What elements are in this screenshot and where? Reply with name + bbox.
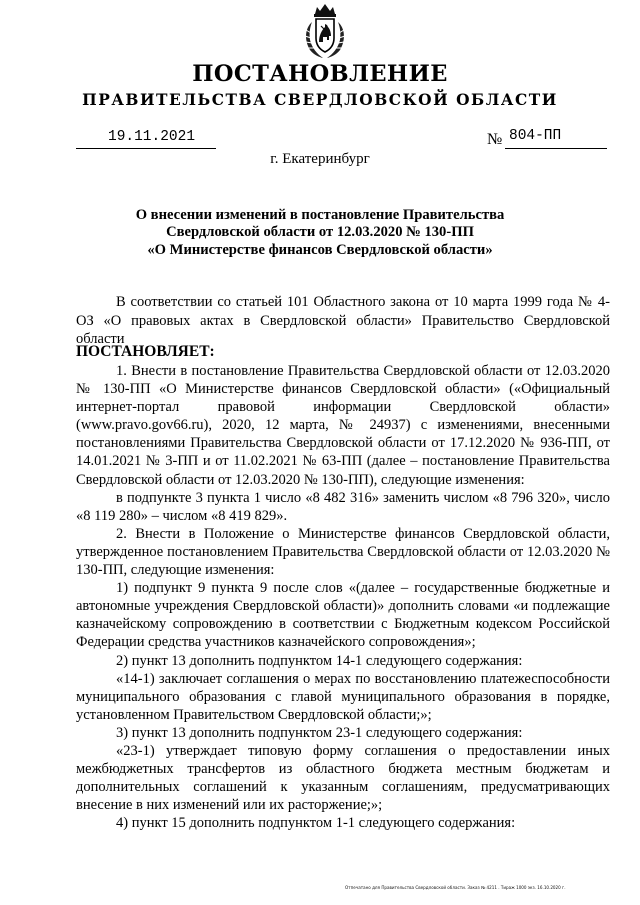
paragraph: 2) пункт 13 дополнить подпунктом 14-1 следующего содержания: xyxy=(116,652,523,669)
number-sign: № xyxy=(487,131,503,148)
resolution-body xyxy=(76,362,610,832)
paragraph: «14-1) заключает соглашения о мерах по восстановлению платежеспособности муниципального образования с главой муниципального образования в порядке, установленном Правительством Свердловской области;»; xyxy=(76,670,610,723)
paragraph: в подпункте 3 пункта 1 число «8 482 316» заменить числом «8 796 320», число «8 119 280» – числом «8 419 829». xyxy=(76,489,610,524)
number-underline xyxy=(505,148,607,149)
paragraph: 3) пункт 13 дополнить подпунктом 23-1 следующего содержания: xyxy=(116,724,523,741)
paragraph: «23-1) утверждает типовую форму соглашения о предоставлении иных межбюджетных трансфертов из областного бюджета местным бюджетам и дополнительных соглашений к указанным соглашениям, предусматривающих внесение в них изменений или их расторжение;»; xyxy=(76,742,610,814)
heading-line: Свердловской области от 12.03.2020 № 130-ПП xyxy=(166,224,474,241)
document-subtitle: ПРАВИТЕЛЬСТВА СВЕРДЛОВСКОЙ ОБЛАСТИ xyxy=(82,91,558,109)
date-underline xyxy=(76,148,216,149)
document-title: ПОСТАНОВЛЕНИЕ xyxy=(192,61,448,87)
document-date: 19.11.2021 xyxy=(108,129,196,145)
document-city: г. Екатеринбург xyxy=(270,151,370,167)
paragraph: 4) пункт 15 дополнить подпунктом 1-1 следующего содержания: xyxy=(116,815,516,832)
resolution-keyword: ПОСТАНОВЛЯЕТ: xyxy=(76,343,215,360)
document-heading xyxy=(0,207,640,259)
paragraph: 1. Внести в постановление Правительства Свердловской области от 12.03.2020 № 130-ПП «О Министерстве финансов Свердловской области» («Официальный интернет-портал правовой информации Свердловской области» (www.pravo.gov66.ru), 2020, 12 марта, № 24937) с изменениями, внесенными постановлениями Правительства Свердловской области от 17.12.2020 № 936-ПП, от 14.01.2021 № 3-ПП и от 11.02.2021 № 63-ПП (далее – постановление Правительства Свердловской области от 12.03.2020 № 130-ПП), следующие изменения: xyxy=(76,363,610,488)
coat-of-arms-icon xyxy=(302,2,348,60)
paragraph: 2. Внести в Положение о Министерстве финансов Свердловской области, утвержденное постановлением Правительства Свердловской области от 12.03.2020 № 130-ПП, следующие изменения: xyxy=(76,525,610,579)
paragraph: 1) подпункт 9 пункта 9 после слов «(далее – государственные бюджетные и автономные учреждения Свердловской области)» дополнить словами «и подлежащие казначейскому сопровождению в соответствии с Бюджетным кодексом Российской Федерации средства участников казначейского сопровождения»; xyxy=(76,580,610,651)
intro-block xyxy=(76,293,610,349)
intro-paragraph: В соответствии со статьей 101 Областного закона от 10 марта 1999 года № 4-ОЗ «О правовых актах в Свердловской области» Правительство Свердловской области xyxy=(76,294,610,347)
print-footer: Отпечатано для Правительства Свердловской области. Заказ № 4211 . Тираж 1000 экз. 16.10.2020 г. xyxy=(345,885,566,890)
document-number: 804-ПП xyxy=(509,128,562,144)
heading-line: «О Министерстве финансов Свердловской области» xyxy=(147,241,493,258)
heading-line: О внесении изменений в постановление Правительства xyxy=(135,207,505,223)
